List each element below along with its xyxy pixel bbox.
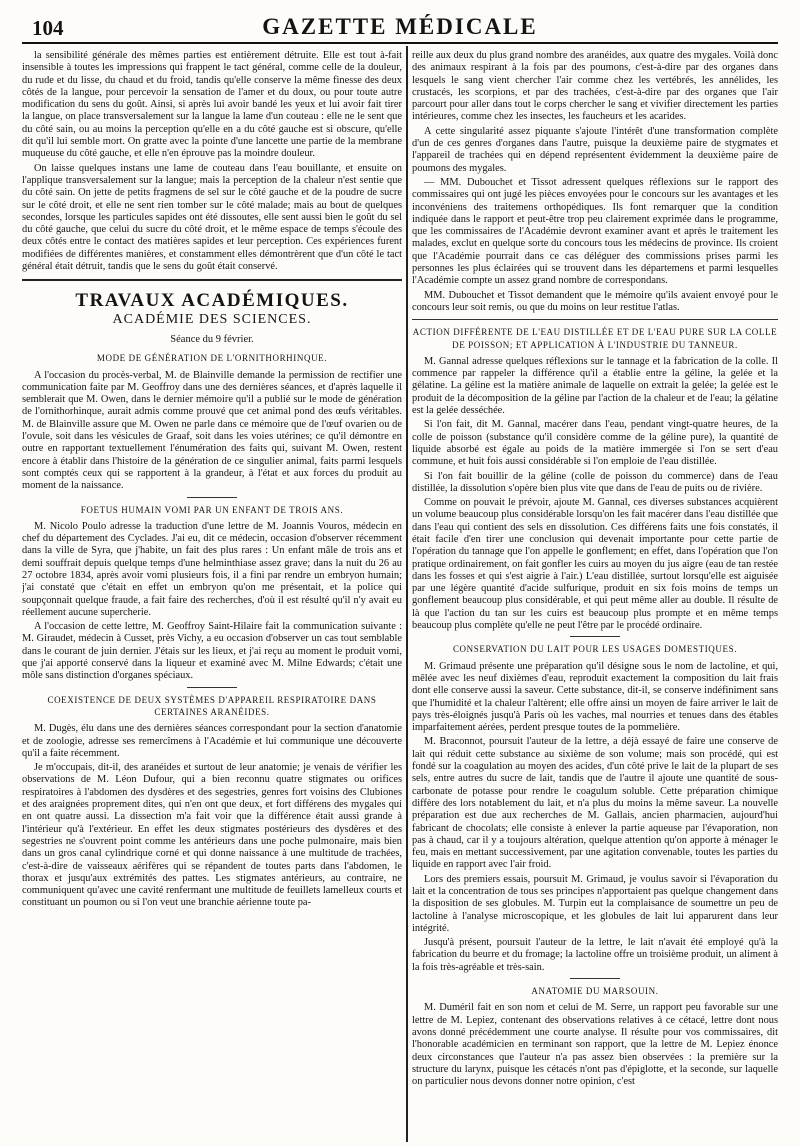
paragraph: MM. Dubouchet et Tissot demandent que le mémoire qu'ils avaient envoyé pour le concours leur soit remis, ou que du moins on leur restitue l'atlas. xyxy=(412,289,778,313)
column-divider xyxy=(406,46,408,1142)
paragraph: M. Nicolo Poulo adresse la traduction d'une lettre de M. Joannis Vouros, médecin en chef du département des Cyclades. J'ai eu, dit ce médecin, occasion d'observer récemment dans la ville de Syra, que j'habite, un fait des plus rares : Un enfant mâle de trois ans et demi souffrait depuis quelque temps d'une helminthiase assez grave; dans la nuit du 26 au 27 octobre 1834, après avoir vomi plusieurs fois, il a fini par rendre un embryon humain; j'ai constaté que c'était en effet un embryon qu'on me présentait, et la police qui soupçonnait quelque fraude, a fait faire des recherches, d'où il est résulté qu'il n'y avait eu réellement aucune supercherie. xyxy=(22,520,402,618)
left-column xyxy=(22,50,402,1142)
article-heading: MODE DE GÉNÉRATION DE L'ORNITHORHINQUE. xyxy=(96,353,328,364)
paragraph: M. Braconnot, poursuit l'auteur de la lettre, a déjà essayé de faire une conserve de lait qui réduit cette substance au sixième de son volume; mais son procédé, qui est fondé sur la coagulation au moyen des acides, d'un côté prive le lait de la plupart de ses sels, entre autres du sucre de lait, tandis que de l'autre il ajoute une quantité de sous-carbonate de potasse pour rendre le coagulum soluble. Cette préparation chimique diffère des lors notablement du lait, et n'a plus du moins la même saveur. La nouvelle préparation est due aux recherches de M. Gallais, ancien pharmacien, aujourd'hui fabricant de chocolats; elle consiste à enlever la partie aqueuse par l'évaporation, non pas à chaud, car il y a toujours altération, quelque attention qu'on apporte à ménager le feu, mais en mettant successivement, par une agitation convenable, toutes les parties du liquide en rapport avec l'air froid. xyxy=(412,736,778,871)
article-heading: ACTION DIFFÉRENTE DE L'EAU DISTILLÉE ET DE L'EAU PURE SUR LA COLLE DE POISSON; ET APPLICATION À L'INDUSTRIE DU TANNEUR. xyxy=(412,327,778,350)
paragraph: Je m'occupais, dit-il, des aranéides et surtout de leur anatomie; je venais de vérifier les observations de M. Léon Dufour, qui a bien reconnu quatre stigmates ou orifices respiratoires à l'abdomen des dysdères et des segestries, genres fort voisins des Clubiones et des araignées proprement dites, qui n'en ont que deux, et fort différens des mygales qui en ont quatre aussi. La dissection m'a fait voir que la différence était aussi grande à l'intérieur qu'à l'extérieur. En effet les deux stigmates postérieurs des dysdères et des segestries ne s'ouvrent point comme les antérieurs dans une poche pulmonaire, mais bien dans un gros canal cylindrique corné et qui donne naissance à une multitude de trachées, c'est-à-dire de vaisseaux aérifères qui se répandent de toutes parts dans l'abdomen, le thorax et jusqu'aux extrémités des pattes. Les stigmates antérieurs, au contraire, ne communiquent qu'avec une cavité renfermant une multitude de feuillets lamelleux courts et constituant un poumon ou si l'on veut une branchie aérienne toute pa- xyxy=(22,762,402,909)
article-heading: FOETUS HUMAIN VOMI PAR UN ENFANT DE TROIS ANS. xyxy=(80,504,344,515)
paragraph: Comme on pouvait le prévoir, ajoute M. Gannal, ces diverses substances acquièrent un volume beaucoup plus considérable lorsqu'on les fait macérer dans l'eau distillée que dans l'eau qui contient des sels en dissolution. Ces différens faits une fois constatés, il était facile d'en tirer une conclusion qui devenait importante pour cette partie de l'opération du tannage que l'on appelle le gonflement; en effet, dans l'opération que l'on pratique ordinairement, on fait gonfler les cuirs au moyen du jus aigre (eau de tan restée dans les fosses et qui s'est aigrie à l'air.) L'eau distillée, surtout lorsqu'elle est aiguisée par une légère quantité d'acide sulfurique, produit en six fois moins de temps un gonflement beaucoup plus considérable, et qui peut même aller au double. Il résulte de là que l'action du tan sur les cuirs est beaucoup plus prompte et en même temps beaucoup plus complète qu'elle ne peut l'être par le procédé ordinaire. xyxy=(412,497,778,632)
paragraph: M. Gannal adresse quelques réflexions sur le tannage et la fabrication de la colle. Il commence par rappeler la différence qu'il a établie entre la géline, la gelée et la gélatine. La géline est la matière animale de laquelle on extrait la gelée; la gelée est le produit de la décomposition de la géline par l'action de la chaleur et de l'eau; la gélatine est la gelée desséchée. xyxy=(412,355,778,417)
page-number: 104 xyxy=(32,16,64,40)
journal-title: GAZETTE MÉDICALE xyxy=(262,14,538,39)
paragraph: M. Grimaud présente une préparation qu'il désigne sous le nom de lactoline, et qui, mêlée avec les neuf dixièmes d'eau, reproduit exactement la composition du lait frais dont elle conserve aussi la saveur. Cette substance, dit-il, se conserve indéfiniment sans que l'humidité et la chaleur l'altèrent; elle offre ainsi un moyen de faire arriver le lait de pays très-éloignés jusqu'à Paris où les vaches, mal nourries et tenues dans des étables imparfaitement aérées, perdent presque toutes de la pommelière. xyxy=(412,660,778,734)
rule xyxy=(412,319,778,320)
section-separator xyxy=(22,279,402,281)
paragraph: M. Dugès, élu dans une des dernières séances correspondant pour la section d'anatomie et de zoologie, adresse ses remercîmens à l'Académie et lui communique une découverte qu'il a faite récemment. xyxy=(22,723,402,759)
page-header xyxy=(22,8,778,44)
rule xyxy=(187,687,237,688)
article-heading: COEXISTENCE DE DEUX SYSTÈMES D'APPAREIL RESPIRATOIRE DANS CERTAINES ARANÉIDES. xyxy=(47,694,377,717)
paragraph: Si l'on fait, dit M. Gannal, macérer dans l'eau, pendant vingt-quatre heures, de la colle de poisson (substance qu'il considère comme de la géline pure), la quantité de liquide absorbé est égale au poids de la matière immergée si l'on se sert d'eau commune, et huit fois aussi considérable si l'on emploie de l'eau distillée. xyxy=(412,419,778,468)
paragraph: On laisse quelques instans une lame de couteau dans l'eau bouillante, et ensuite on l'applique transversalement sur la langue; mais la perception de la chaleur n'est sentie que du côté sain. On jette de petits fragmens de sel sur le côté gauche et de la poudre de sucre sur le côté droit, et elle ne sent rien tomber sur le côté malade; mais au bout de quelques secondes, lorsque les particules sapides ont été dissoutes, elle sent aussi bien le goût du sel du côté gauche, que celui du sucre du côté droit, et le même espace de temps s'écoule des deux côtés entre le contact des matières sapides et leur perception. Ces expériences furent modifiées de différentes manières, et constamment elles démontrèrent que d'un côté le tact général était détruit, tandis que le sens du goût était conservé. xyxy=(22,162,402,273)
paragraph: Si l'on fait bouillir de la géline (colle de poisson du commerce) dans de l'eau distillée, la dissolution s'opère bien plus vite que dans de l'eau de puits ou de rivière. xyxy=(412,470,778,494)
rule xyxy=(187,497,237,498)
paragraph: A cette singularité assez piquante s'ajoute l'intérêt d'une transformation complète d'un de ces genres d'organes dans l'autre, puisque la deuxième paire de stygmates et l'appareil de trachées qui en dépend représentent évidemment la deuxième paire de poumons des mygales. xyxy=(412,125,778,174)
article-heading: ANATOMIE DU MARSOUIN. xyxy=(531,986,659,997)
article-heading: CONSERVATION DU LAIT POUR LES USAGES DOMESTIQUES. xyxy=(452,644,738,655)
paragraph: A l'occasion de cette lettre, M. Geoffroy Saint-Hilaire fait la communication suivante : M. Giraudet, médecin à Cusset, près Vichy, a eu occasion d'observer un cas tout semblable dans le courant de juin dernier. J'étais sur les lieux, et j'ai reçu au moment le produit vomi, que j'ai apporté conservé dans la liqueur et examiné avec M. Milne Edwards; c'était une môle sans distinction d'organes spéciaux. xyxy=(22,621,402,682)
subsection-title: ACADÉMIE DES SCIENCES. xyxy=(112,311,312,327)
paragraph: M. Duméril fait en son nom et celui de M. Serre, un rapport peu favorable sur une lettre de M. Lepiez, contenant des observations relatives à ce cétacé, lettre dont nous avons donné précédemment une courte analyse. Il résulte pour vos commissaires, dit l'honorable académicien en terminant son rapport, que la lettre de M. Lepiez énonce deux circonstances que l'auteur n'a pas assez bien observées : la première sur la structure du larynx, puisque les cétacés n'ont pas d'épiglotte, et la seconde, sur laquelle on particulier nous devons donner notre opinion, c'est xyxy=(412,1002,778,1088)
rule xyxy=(570,978,620,979)
paragraph: A l'occasion du procès-verbal, M. de Blainville demande la permission de rectifier une communication faite par M. Geoffroy dans une des dernières séances, et d'après laquelle il semblerait que M. Owen, dans le dernier mémoire qu'il a publié sur le mode de génération de l'ornithorhinque, aurait admis comme prouvé que cet animal pond des œufs véritables. M. de Blainville assure que M. Owen ne parle dans ce mémoire que de l'œuf ovarien ou de l'ovule, soit dans les vésicules de Graaf, soit dans les voies utérines; ce qu'il démontre en outre en rapportant textuellement l'énumération des faits qui, suivant M. Owen, restent encore à établir dans l'histoire de la génération de ce singulier animal, faits parmi lesquels sont comptés ceux qui se rapportent à la grandeur, à l'état et aux forces du produit au moment de la naissance. xyxy=(22,369,402,492)
paragraph: reille aux deux du plus grand nombre des aranéides, aux quatre des mygales. Voilà donc des animaux respirant à la fois par des poumons, c'est-à-dire par des organes dans lesquels le sang vient chercher l'air comme chez les vertébrés, les annélides, les crustacés, les scorpions, et par des trachées, c'est-à-dire par des organes que l'air parcourt pour aller dans tout le corps chercher le sang et vivifier directement les parties intérieures, comme chez les insectes, les faucheurs et les acarides. xyxy=(412,50,778,123)
paragraph: Jusqu'à présent, poursuit l'auteur de la lettre, le lait n'avait été employé qu'à la fabrication du beurre et du fromage; la lactoline offre un troisième produit, un aliment à la fois très-agréable et très-sain. xyxy=(412,937,778,973)
rule xyxy=(570,636,620,637)
seance-date: Séance du 9 février. xyxy=(170,333,254,345)
paragraph: la sensibilité générale des mêmes parties est entièrement détruite. Elle est tout à-fait insensible à toutes les impressions qui frappent le tact général, comme celle de la douleur, du rude et du lisse, du chaud et du froid, tandis qu'elle conserve la même finesse des deux côtés de la langue, pour percevoir la sensation de l'amer et du doux, ou pour toute autre modification du sens du goût. Ainsi, si après lui avoir bandé les yeux et lui avoir fait tirer la langue, on place transversalement sur la langue la lame d'un couteau : elle ne le sent que du côté sain, ou au moins la perception qu'elle en a du côté gauche est si obscure, qu'elle dit qu'il lui semble mort. On gratte avec la pointe d'une lancette une partie de la membrane muqueuse du côté gauche, et elle n'en éprouve pas la moindre douleur. xyxy=(22,50,402,160)
right-column xyxy=(412,50,778,1142)
paragraph: — MM. Dubouchet et Tissot adressent quelques réflexions sur le rapport des commissaires qui ont jugé les pièces envoyées pour le concours sur les avantages et les inconvéniens des traitemens orthopédiques. Ils font remarquer que la condition indiquée dans le rapport et peut-être trop peu clairement exprimée dans le programme, que les commissaires de l'Académie devront examiner avant et après le traitement les malades, exclut en quelque sorte du concours tous les médecins de province. Ils croient que l'Académie pourrait dans ce cas déléguer des commissions prises parmi les personnes les plus éclairées qui se trouvent dans les départemens et parmi lesquelles l'Académie compte un assez grand nombre de correspondans. xyxy=(412,176,778,287)
paragraph: Lors des premiers essais, poursuit M. Grimaud, je voulus savoir si l'évaporation du lait et la concentration de tous ses principes n'apportaient pas quelque changement dans la disposition de ses globules. M. Turpin eut la complaisance de soumettre un peu de lactoline à l'analyse microscopique, et les globules de lait lui apparurent dans leur intégrité. xyxy=(412,873,778,934)
section-title: TRAVAUX ACADÉMIQUES. xyxy=(75,290,349,312)
